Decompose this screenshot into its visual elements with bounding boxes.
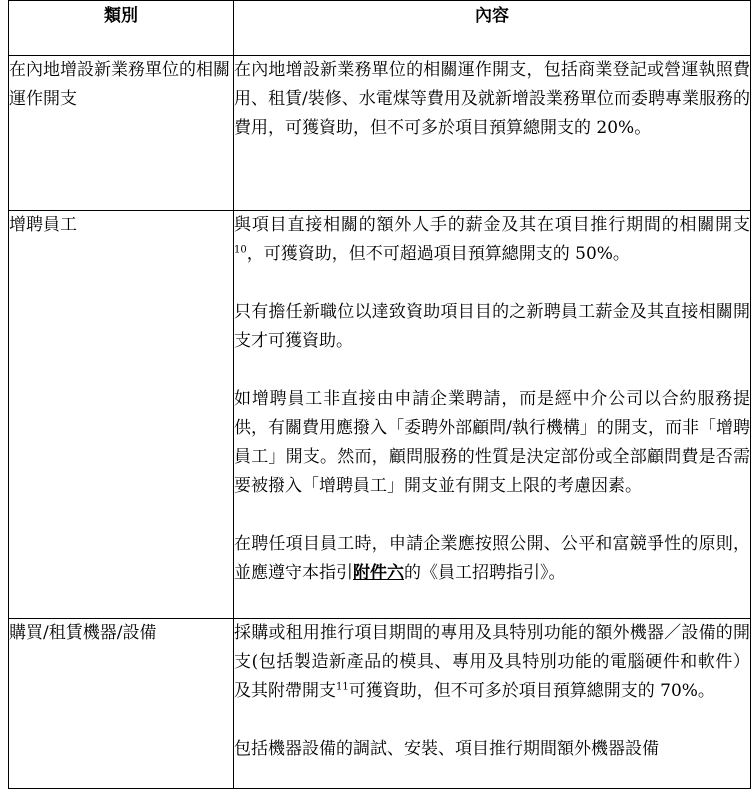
paragraph-text: 採購或租用推行項目期間的專用及具特別功能的額外機器／設備的開支(包括製造新產品的模具、專用及具特別功能的電腦硬件和軟件）及其附帶開支 — [234, 623, 750, 701]
paragraph-text: ，可獲資助，但不可超過項目預算總開支的 50%。 — [246, 244, 630, 264]
content-cell — [234, 211, 751, 619]
paragraph-text: 與項目直接相關的額外人手的薪金及其在項目推行期間的相關開支 — [234, 215, 750, 235]
header-category: 類別 — [9, 1, 234, 56]
content-cell — [234, 619, 751, 789]
paragraph-text: 可獲資助，但不可多於項目預算總開支的 70%。 — [348, 681, 715, 701]
content-paragraph: 在內地增設新業務單位的相關運作開支，包括商業登記或營運執照費用、租賃/裝修、水電煤等費用及就新增設業務單位而委聘專業服務的費用，可獲資助，但不可多於項目預算總開支的 20%。 — [234, 60, 750, 138]
table-row — [9, 211, 751, 619]
eligible-expenses-table — [8, 0, 751, 789]
category-cell: 在內地增設新業務單位的相關運作開支 — [9, 56, 234, 211]
content-paragraph — [234, 211, 750, 269]
table-row — [9, 619, 751, 789]
header-content: 內容 — [234, 1, 751, 56]
content-paragraph: 包括機器設備的調試、安裝、項目推行期間額外機器設備 — [234, 739, 659, 759]
category-cell: 購買/租賃機器/設備 — [9, 619, 234, 789]
content-cell — [234, 56, 751, 211]
content-paragraph — [234, 530, 750, 588]
paragraph-text: 在聘任項目員工時，申請企業應按照公開、公平和富競爭性的原則，並應遵守本指引 — [234, 534, 750, 583]
content-paragraph: 如增聘員工非直接由申請企業聘請，而是經中介公司以合約服務提供，有關費用應撥入「委聘外部顧問/執行機構」的開支，而非「增聘員工」開支。然而，顧問服務的性質是決定部份或全部顧問費是否需要被撥入「增聘員工」開支並有開支上限的考慮因素。 — [234, 389, 750, 496]
table-row — [9, 56, 751, 211]
content-paragraph — [234, 619, 750, 706]
footnote-ref[interactable]: 10 — [234, 244, 247, 256]
content-paragraph: 只有擔任新職位以達致資助項目目的之新聘員工薪金及其直接相關開支才可獲資助。 — [234, 302, 750, 351]
paragraph-text: 的《員工招聘指引》。 — [404, 563, 566, 583]
category-cell: 增聘員工 — [9, 211, 234, 619]
annex-link[interactable]: 附件六 — [353, 563, 404, 583]
footnote-ref[interactable]: 11 — [336, 681, 349, 693]
table-header-row — [9, 1, 751, 56]
